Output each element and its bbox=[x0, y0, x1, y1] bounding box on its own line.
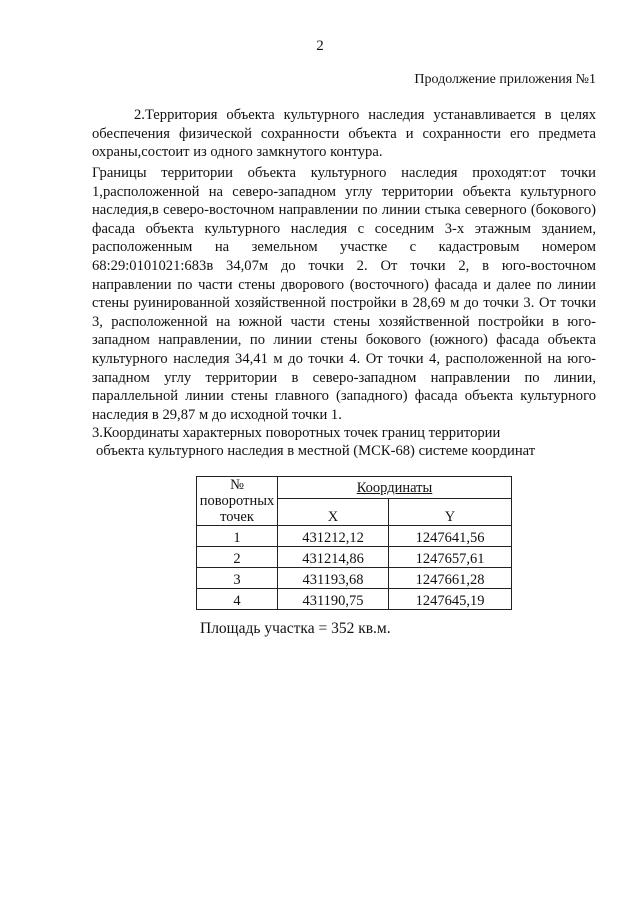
coordinates-heading-line1: 3.Координаты характерных поворотных точек границ территории bbox=[92, 425, 501, 441]
coord-y: 1247645,19 bbox=[389, 589, 512, 610]
coord-x: 431190,75 bbox=[278, 589, 389, 610]
table-row bbox=[197, 589, 512, 610]
territory-paragraph bbox=[92, 106, 596, 162]
coord-x: 431214,86 bbox=[278, 547, 389, 568]
point-number: 4 bbox=[197, 589, 278, 610]
coordinates-table bbox=[196, 476, 512, 610]
table-row bbox=[197, 568, 512, 589]
point-number: 3 bbox=[197, 568, 278, 589]
coord-y: 1247657,61 bbox=[389, 547, 512, 568]
coord-x: 431212,12 bbox=[278, 526, 389, 547]
coordinates-heading bbox=[92, 424, 596, 460]
point-number: 2 bbox=[197, 547, 278, 568]
coord-y: 1247641,56 bbox=[389, 526, 512, 547]
territory-text: 2.Территория объекта культурного наследия устанавливается в целях обеспечения физической сохранности объекта и сохранности его предмета охраны,состоит из одного замкнутого контура. bbox=[92, 107, 596, 161]
area-statement: Площадь участка = 352 кв.м. bbox=[200, 620, 391, 637]
table-row bbox=[197, 547, 512, 568]
page-number: 2 bbox=[316, 38, 324, 54]
appendix-note: Продолжение приложения №1 bbox=[414, 72, 596, 87]
header-y: Y bbox=[389, 499, 512, 526]
header-coordinates: Координаты bbox=[278, 477, 512, 499]
table-row bbox=[197, 526, 512, 547]
header-point-number: № поворотных точек bbox=[197, 477, 278, 526]
coord-y: 1247661,28 bbox=[389, 568, 512, 589]
point-number: 1 bbox=[197, 526, 278, 547]
header-x: X bbox=[278, 499, 389, 526]
coord-x: 431193,68 bbox=[278, 568, 389, 589]
boundaries-paragraph: Границы территории объекта культурного наследия проходят:от точки 1,расположенной на северо-западном углу территории объекта культурного наследия,в северо-восточном направлении по линии стыка северного (бокового) фасада объекта культурного наследия с соседним 3-х этажным зданием, расположенным на земельном участке с кадастровым номером 68:29:0101021:683в 34,07м до точки 2. От точки 2, в юго-восточном направлении по части стены дворового (восточного) фасада и далее по линии стены руинированной хозяйственной постройки в 28,69 м до точки 3. От точки 3, расположенной на южной части стены хозяйственной постройки в юго-западном направлении, по линии стены бокового (южного) фасада объекта культурного наследия 34,41 м до точки 4. От точки 4, расположенной на юго-западном углу территории в северо-западном направлении по линии, параллельной линии стены главного (западного) фасада объекта культурного наследия в 29,87 м до исходной точки 1. bbox=[92, 165, 596, 423]
coordinates-heading-line2: объекта культурного наследия в местной (МСК-68) системе координат bbox=[96, 443, 536, 459]
